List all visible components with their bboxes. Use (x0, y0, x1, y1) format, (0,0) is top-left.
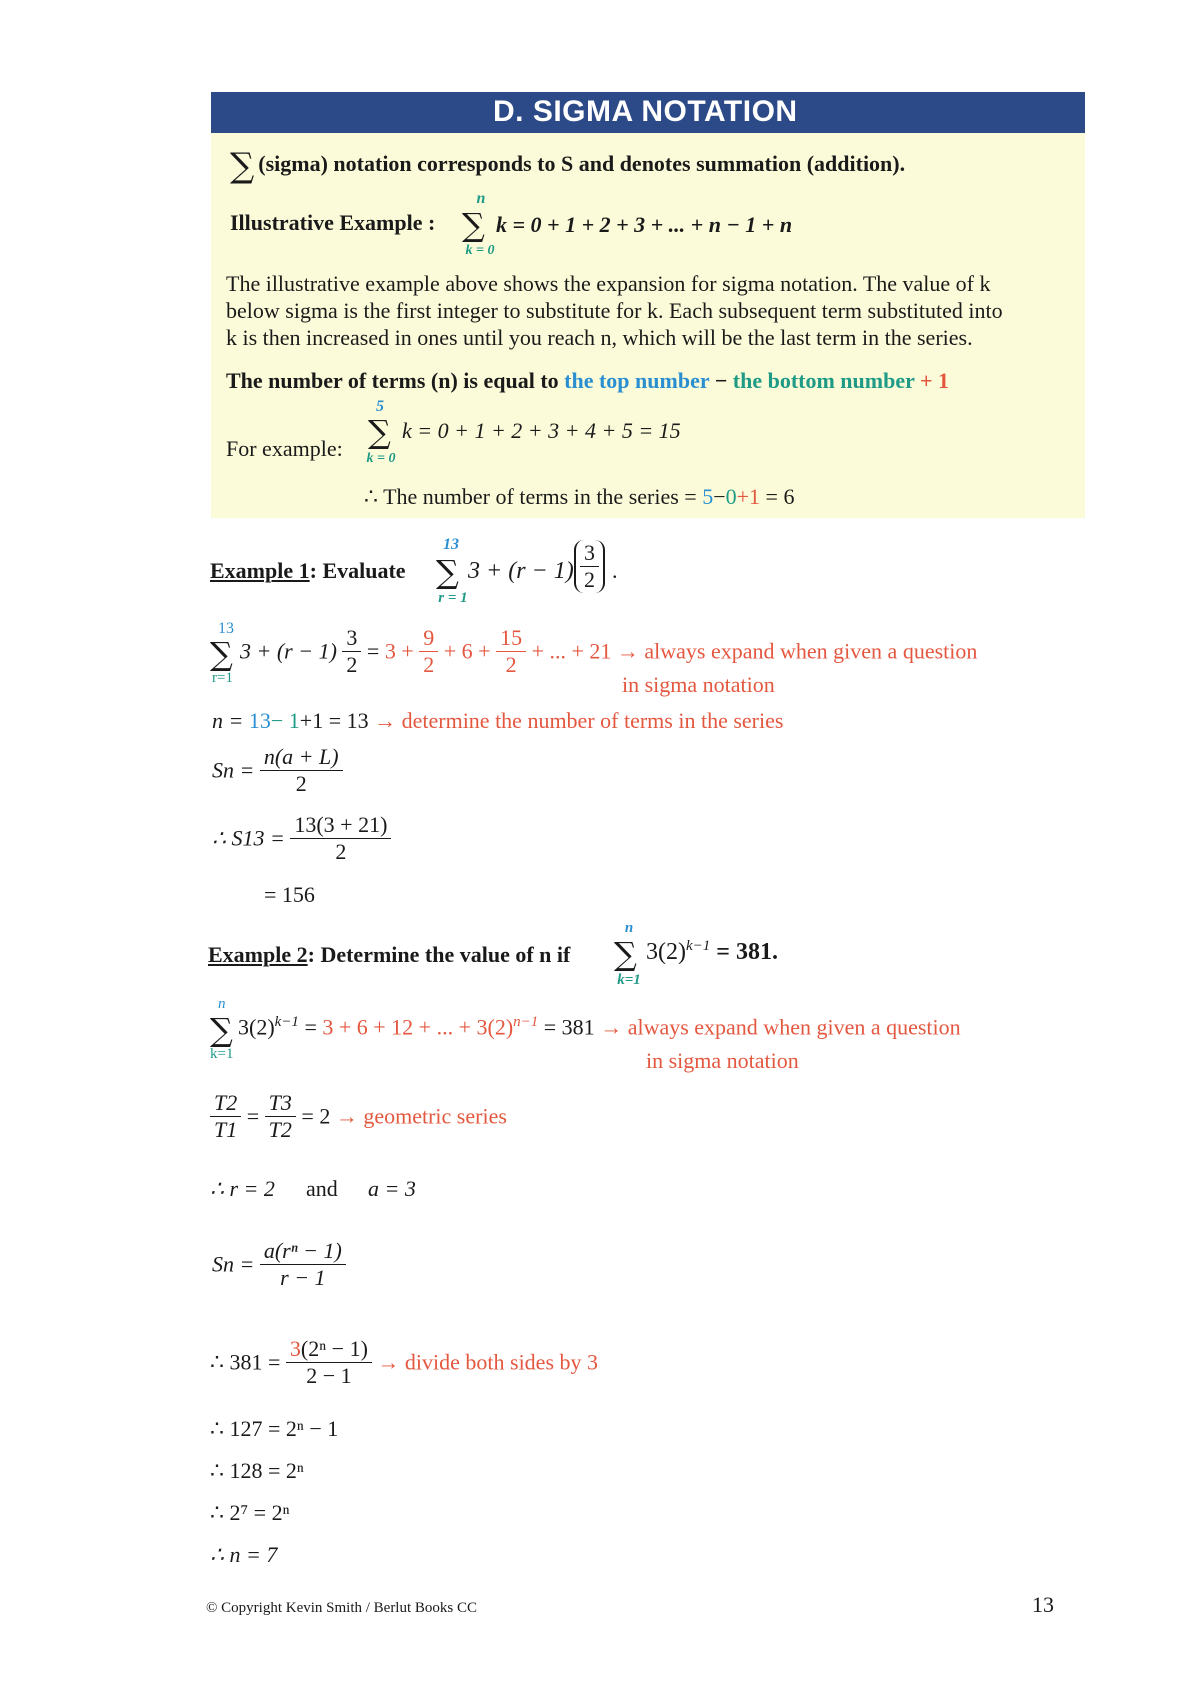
ex2-lhs: 3(2) (238, 1014, 275, 1040)
ex1-sn-formula (212, 744, 343, 797)
copyright-notice: © Copyright Kevin Smith / Berlut Books CC (206, 1600, 477, 1616)
ex2-note-geometric: → geometric series (335, 1103, 507, 1129)
example2-expr-text: 3(2) (646, 939, 686, 965)
ex1-lhs: 3 + (r − 1) (240, 638, 337, 664)
ex1-term2-den: 2 (419, 651, 438, 678)
example2-instruction: : Determine the value of n if (307, 942, 571, 967)
ex1-term4-num: 15 (500, 625, 523, 650)
ex2-and: and (306, 1176, 338, 1201)
ex2-ratio-b-den: T2 (265, 1116, 296, 1143)
paragraph-line-1: The illustrative example above shows the expansion for sigma notation. The value of k (226, 271, 991, 296)
terms-top: 5 (702, 484, 714, 509)
example1-frac-den: 2 (580, 566, 599, 593)
section-title: D. SIGMA NOTATION (493, 95, 798, 128)
ex2-381-line (210, 1336, 598, 1389)
terms-plus-one: +1 (736, 484, 761, 509)
ex1-s13-den: 2 (290, 838, 391, 865)
ex2-sn-num: a(rⁿ − 1) (263, 1238, 342, 1263)
rule-plus-one: + 1 (919, 368, 950, 393)
illustrative-label: Illustrative Example : (230, 210, 436, 235)
example1-label: Example 1 (210, 558, 310, 583)
ex1-note-terms: → determine the number of terms in the series (374, 708, 784, 733)
ex1-sn-num: n(a + L) (263, 744, 339, 769)
ex1-note-expand-2: in sigma notation (622, 672, 775, 697)
example2-heading (208, 942, 570, 968)
example-upper-limit: 5 (376, 398, 384, 415)
ex1-lhs-num: 3 (346, 625, 358, 650)
ex1-expansion (240, 625, 977, 678)
ex1-line1-sigma: ∑ (210, 635, 233, 673)
example1-expression (468, 558, 574, 585)
ex1-n-line (212, 708, 783, 734)
ex2-ratio-a-den: T1 (210, 1116, 241, 1143)
example-expression-text: k = 0 + 1 + 2 + 3 + 4 + 5 = 15 (402, 418, 681, 443)
ex1-n-rest: +1 = 13 (299, 708, 369, 733)
ex2-step-2: ∴ 128 = 2ⁿ (210, 1458, 304, 1483)
ex1-sn-den: 2 (260, 770, 343, 797)
example-lower-limit: k = 0 (366, 451, 396, 466)
ex2-lhs-exp: k−1 (274, 1014, 299, 1030)
rule-bottom-number: the bottom number (732, 368, 915, 393)
section-title-banner (211, 92, 1085, 133)
ex2-ratio-line: $\frac{T2}{T1}$ = $\frac{T3}{T2}$ = 2 → geometric series (210, 1090, 507, 1143)
ex2-note-expand-2: in sigma notation (646, 1048, 799, 1073)
ex2-step-4: ∴ n = 7 (210, 1542, 278, 1567)
ex2-eq: = (304, 1014, 317, 1040)
ex2-expansion-terms: 3 + 6 + 12 + ... + 3(2) (322, 1014, 514, 1040)
example2-upper-limit: n (624, 920, 634, 936)
ex1-term1: 3 + (384, 638, 414, 664)
definition-text: (sigma) notation corresponds to S and denotes summation (addition). (258, 151, 906, 176)
example1-frac-num: 3 (584, 540, 595, 565)
sigma-symbol: ∑ (230, 146, 255, 186)
ex1-term5: + ... + 21 (531, 638, 612, 664)
ex2-line1-sigma: ∑ (210, 1011, 233, 1049)
ex2-r-value: ∴ r = 2 (210, 1176, 275, 1201)
ex2-line1-upper: n (218, 996, 226, 1012)
terms-count-line (364, 484, 794, 510)
example-sigma: ∑ (368, 413, 391, 451)
example-expression (402, 418, 681, 444)
ex2-ratio-b-num: T3 (268, 1090, 292, 1115)
ex2-381-den: 2 − 1 (286, 1362, 372, 1389)
ex1-sn-label: Sn = (212, 757, 255, 783)
ex1-line1-lower: r=1 (212, 670, 233, 686)
terms-rule (226, 368, 949, 394)
rule-top-number: the top number (564, 368, 710, 393)
example1-expr-text: 3 + (r − 1) (468, 558, 574, 584)
ex1-term4-den: 2 (496, 651, 526, 678)
example1-instruction: : Evaluate (309, 558, 406, 583)
ex2-step-3: ∴ 2⁷ = 2ⁿ (210, 1500, 290, 1525)
ex2-note-expand: → always expand when given a question (600, 1014, 961, 1040)
ex2-381-num-factor: 3 (289, 1336, 301, 1361)
example1-sigma: ∑ (436, 553, 459, 591)
example1-fraction (574, 540, 605, 593)
page-number: 13 (1032, 1592, 1054, 1617)
paragraph-line-3: k is then increased in ones until you reach n, which will be the last term in the series. (226, 325, 973, 350)
rule-prefix: The number of terms (n) is equal to (226, 368, 559, 393)
ex1-s13-num: 13(3 + 21) (294, 812, 388, 837)
ex1-line1-upper: 13 (218, 620, 234, 637)
definition-line (230, 146, 905, 186)
explanation-paragraph (226, 270, 1076, 351)
ex2-rhs: = 381 (543, 1014, 595, 1040)
ex1-s13-formula (212, 812, 391, 865)
paragraph-line-2: below sigma is the first integer to substitute for k. Each subsequent term substituted into (226, 298, 1003, 323)
example2-sigma: ∑ (614, 935, 637, 973)
ex1-n-bottom: − 1 (270, 708, 300, 733)
ex2-step-1: ∴ 127 = 2ⁿ − 1 (210, 1416, 339, 1441)
ex1-eq: = (366, 638, 380, 664)
ex1-n-prefix: n = (212, 708, 244, 733)
example2-lower-limit: k=1 (617, 972, 641, 988)
ex1-n-top: 13 (248, 708, 271, 733)
example2-label: Example 2 (208, 942, 308, 967)
illustrative-lower-limit: k = 0 (465, 243, 495, 258)
example1-heading (210, 558, 406, 584)
ex2-sn-label: Sn = (212, 1251, 255, 1277)
ex2-ratio-a-num: T2 (214, 1090, 238, 1115)
ex1-lhs-den: 2 (342, 651, 361, 678)
example2-expression (646, 938, 778, 966)
terms-prefix: ∴ The number of terms in the series = (364, 484, 697, 509)
for-example-label: For example: (226, 436, 343, 461)
ex2-381-label: ∴ 381 = (210, 1349, 281, 1375)
rule-minus: − (714, 368, 728, 393)
ex2-note-divide: → divide both sides by 3 (377, 1349, 599, 1375)
illustrative-upper-limit: n (476, 190, 486, 207)
ex2-ratio-eq: = 2 (301, 1103, 331, 1129)
example1-lower-limit: r = 1 (438, 590, 468, 606)
ex2-sn-formula (212, 1238, 346, 1291)
example2-rhs: = 381. (716, 939, 778, 965)
ex2-a-value: a = 3 (368, 1176, 416, 1201)
ex1-note-expand: → always expand when given a question (616, 638, 978, 664)
ex2-line1-lower: k=1 (210, 1046, 234, 1062)
ex1-result: = 156 (264, 882, 315, 907)
illustrative-sigma: ∑ (462, 206, 485, 244)
ex2-sn-den: r − 1 (260, 1264, 346, 1291)
ex2-381-num-rest: (2ⁿ − 1) (300, 1336, 368, 1361)
example1-upper-limit: 13 (443, 536, 459, 553)
example2-exponent: k−1 (685, 938, 711, 954)
example1-period: . (612, 558, 618, 583)
terms-bottom: 0 (725, 484, 737, 509)
ex1-term3: + 6 + (443, 638, 491, 664)
ex2-expansion-exp: n−1 (513, 1014, 539, 1030)
terms-result: = 6 (765, 484, 795, 509)
illustrative-expression: k = 0 + 1 + 2 + 3 + ... + n − 1 + n (496, 212, 793, 237)
ex2-expansion (238, 1014, 961, 1040)
terms-minus: − (713, 484, 726, 509)
ex1-term2-num: 9 (423, 625, 435, 650)
ex1-s13-label: ∴ S13 = (212, 825, 285, 851)
